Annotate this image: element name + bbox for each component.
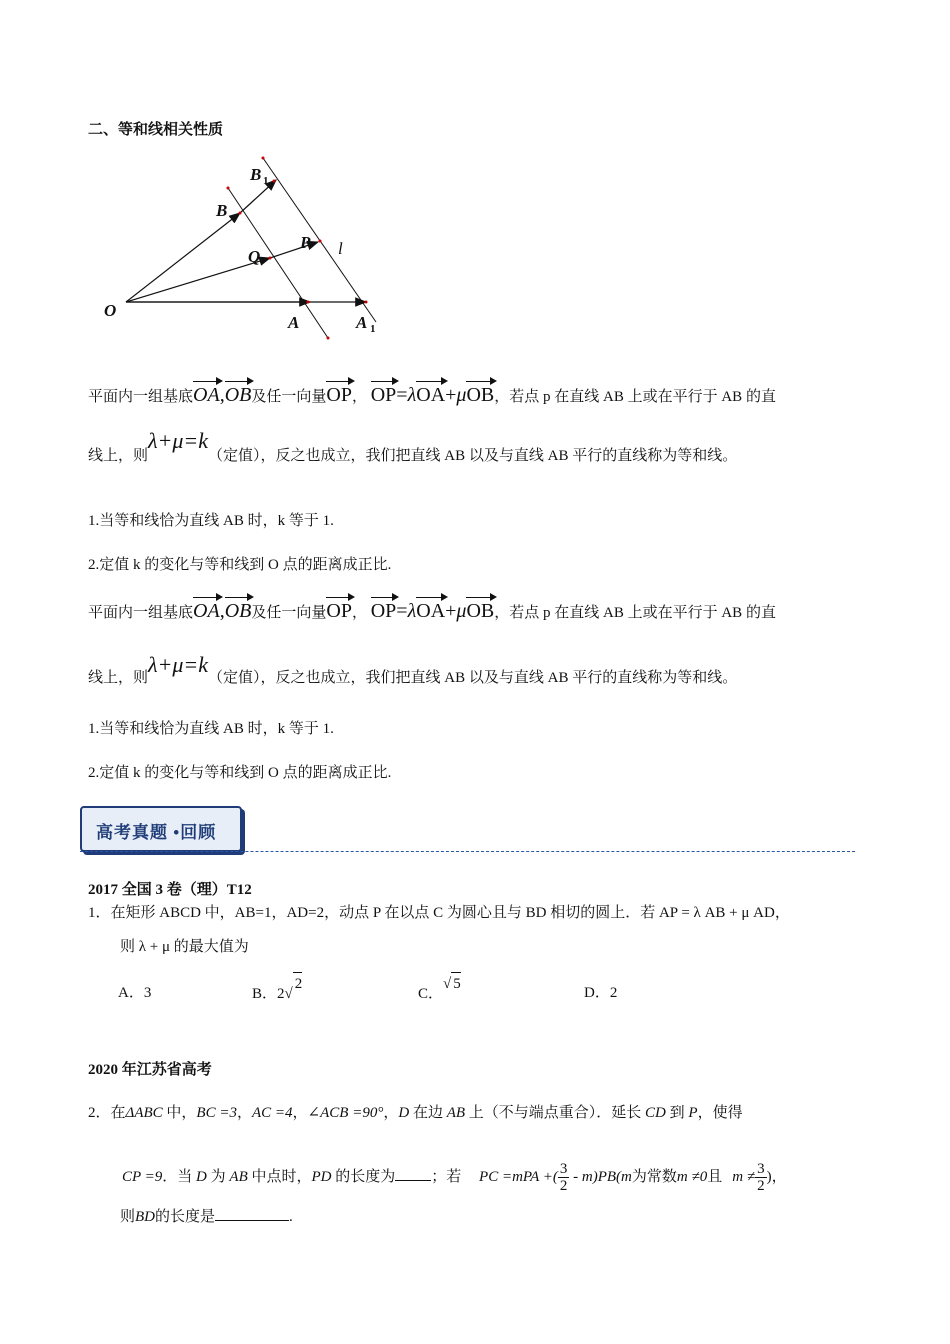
- q1-option-c: C．√ 5: [418, 982, 461, 1005]
- q2-line3: [120, 1206, 293, 1228]
- option-c-sqrt: 5: [451, 972, 461, 995]
- pc-expression: PC =mPA +(: [479, 1169, 558, 1185]
- sep: ，: [351, 389, 367, 405]
- cp-eq: CP =9: [122, 1169, 163, 1185]
- fraction-three-halves: [558, 1161, 570, 1194]
- point-p: P: [688, 1105, 698, 1121]
- equal-sum-line-figure: [88, 150, 398, 350]
- eq-op: OP: [370, 384, 397, 406]
- eq-mu: μ: [456, 384, 467, 406]
- q2-line3-post: 的长度是: [155, 1209, 216, 1225]
- vector-ob: [126, 213, 240, 302]
- para1-line1: [88, 384, 776, 408]
- frac-den: 2: [559, 1178, 568, 1195]
- section-title: 二、等和线相关性质: [88, 122, 224, 138]
- item2-repeat: 2.定值 k 的变化与等和线到 O 点的距离成正比.: [88, 765, 392, 781]
- label-a1: A: [356, 313, 368, 332]
- m-not-zero: m ≠0: [676, 1169, 708, 1185]
- q2-s2: ，: [292, 1105, 308, 1121]
- vector-op-text: OP: [326, 384, 352, 406]
- vector-op-text: OP: [326, 600, 352, 622]
- q1-stem: 1．在矩形 ABCD 中，AB=1，AD=2，动点 P 在以点 C 为圆心且与 BD 相切的圆上．若 AP = λ AB + μ AD，: [88, 905, 790, 921]
- q2-s1: ，: [236, 1105, 252, 1121]
- q1-stem2: 则 λ + μ 的最大值为: [120, 939, 249, 955]
- q2-line1: [88, 1102, 743, 1124]
- label-o: O: [104, 301, 117, 320]
- para1-text: 平面内一组基底: [88, 605, 194, 621]
- comma: ,: [219, 384, 225, 406]
- point-d: D: [196, 1169, 207, 1185]
- para1-line2-pre: 线上，则: [88, 670, 149, 686]
- option-d-label: D．2: [584, 985, 618, 1001]
- lambda-mu-k: λ+μ=k: [148, 652, 209, 677]
- label-b: B: [216, 201, 228, 220]
- vector-bb1: [240, 180, 276, 213]
- label-a1-sub: 1: [370, 323, 376, 335]
- m-not-three-halves: m ≠: [732, 1169, 756, 1185]
- and-any-text: 及任一向量: [251, 605, 327, 621]
- q2-t7: 且: [707, 1169, 723, 1185]
- option-b-sqrt: 2: [293, 972, 303, 995]
- frac2-num: 3: [757, 1161, 765, 1178]
- vector-oa-text: OA: [193, 384, 220, 406]
- point-d: D: [398, 1105, 410, 1121]
- para1-line2-pre: 线上，则: [88, 448, 149, 464]
- label-b1: B: [250, 165, 262, 184]
- para1-repeat-line2: [88, 652, 738, 689]
- segment-ab: AB: [446, 1105, 466, 1121]
- q2-line2: [122, 1160, 787, 1194]
- para1-text: 平面内一组基底: [88, 389, 194, 405]
- q2-pre: 2．在: [88, 1105, 126, 1121]
- q2-t3: 中点时，: [247, 1169, 312, 1185]
- q2-mid2: 在边: [409, 1105, 447, 1121]
- review-banner-label: 高考真题 •回顾: [96, 823, 217, 842]
- vector-ob-text: OB: [224, 384, 252, 406]
- q1-option-a: [118, 982, 151, 1004]
- eq-ob: OB: [466, 600, 495, 622]
- eq-lambda: λ: [407, 384, 417, 406]
- vector-equation: [371, 384, 495, 406]
- comma: ,: [219, 600, 225, 622]
- q2-t2: 为: [206, 1169, 230, 1185]
- vector-qp: [270, 242, 318, 258]
- q2-t1: ．当: [162, 1169, 197, 1185]
- q1-option-b: B．2√2: [252, 982, 302, 1005]
- eq-sign: =: [396, 600, 408, 622]
- vector-oa-text: OA: [193, 600, 220, 622]
- bc-eq: BC =3: [196, 1105, 237, 1121]
- eq-op: OP: [370, 600, 397, 622]
- and-any-text: 及任一向量: [251, 389, 327, 405]
- angle-acb: ∠ACB =90°: [307, 1105, 384, 1121]
- q2-t4: 的长度为: [331, 1169, 396, 1185]
- eq-plus: +: [445, 600, 457, 622]
- q2-mid1: 中，: [162, 1105, 197, 1121]
- q2-end: ，使得: [697, 1105, 743, 1121]
- pc-expression-2: - m)PB(m: [569, 1169, 632, 1185]
- label-a: A: [288, 313, 300, 332]
- frac2-den: 2: [757, 1178, 765, 1195]
- q2-t6: 为常数: [631, 1169, 677, 1185]
- eq-mu: μ: [456, 600, 467, 622]
- item1-repeat: 1.当等和线恰为直线 AB 时，k 等于 1.: [88, 721, 334, 737]
- q2-s3: ，: [383, 1105, 399, 1121]
- eq-oa: OA: [416, 600, 446, 622]
- para1-post: ，若点 p 在直线 AB 上或在平行于 AB 的直: [494, 605, 776, 621]
- vector-equation: [371, 600, 495, 622]
- triangle-abc: ΔABC: [125, 1105, 163, 1121]
- dashed-divider: [80, 851, 855, 852]
- frac-num: 3: [559, 1161, 568, 1178]
- para1-line2: [88, 428, 738, 467]
- sep: ，: [351, 605, 367, 621]
- eq-sign: =: [396, 384, 408, 406]
- eq-ob: OB: [466, 384, 495, 406]
- segment-cd: CD: [645, 1105, 666, 1121]
- eq-plus: +: [445, 384, 457, 406]
- close-paren: ): [766, 1169, 772, 1185]
- segment-ab: AB: [229, 1169, 248, 1185]
- option-a-label: A．3: [118, 985, 152, 1001]
- q1-source: 2017 全国 3 卷（理）T12: [88, 882, 252, 898]
- fraction-three-halves-2: [755, 1161, 767, 1194]
- eq-oa: OA: [416, 384, 446, 406]
- item1: 1.当等和线恰为直线 AB 时，k 等于 1.: [88, 513, 334, 529]
- label-p: P: [300, 233, 311, 252]
- q2-mid3: 上（不与端点重合）．延长: [465, 1105, 646, 1121]
- label-b1-sub: 1: [263, 175, 269, 187]
- vector-ob-text: OB: [224, 600, 252, 622]
- q2-line2-end: ，: [771, 1169, 787, 1185]
- option-c-label: C．: [418, 986, 444, 1002]
- q2-line3-pre: 则: [120, 1209, 136, 1225]
- answer-blank-1[interactable]: [395, 1180, 431, 1181]
- q2-mid4: 到: [665, 1105, 689, 1121]
- para1-post: ，若点 p 在直线 AB 上或在平行于 AB 的直: [494, 389, 776, 405]
- para1-line2-post: （定值），反之也成立，我们把直线 AB 以及与直线 AB 平行的直线称为等和线。: [208, 448, 738, 464]
- q2-t5: ；若: [431, 1169, 462, 1185]
- q2-line3-end: .: [289, 1209, 293, 1225]
- para1-line2-post: （定值），反之也成立，我们把直线 AB 以及与直线 AB 平行的直线称为等和线。: [208, 670, 738, 686]
- segment-bd: BD: [135, 1209, 156, 1225]
- q1-option-d: [584, 982, 617, 1004]
- eq-lambda: λ: [407, 600, 417, 622]
- label-q: Q: [248, 247, 261, 266]
- lambda-mu-k: λ+μ=k: [148, 428, 209, 453]
- label-l: l: [338, 239, 343, 258]
- ac-eq: AC =4: [251, 1105, 293, 1121]
- segment-pd: PD: [311, 1169, 332, 1185]
- answer-blank-2[interactable]: [215, 1220, 289, 1221]
- para1-repeat-line1: [88, 600, 776, 624]
- option-b-label: B．2: [252, 986, 285, 1002]
- item2: 2.定值 k 的变化与等和线到 O 点的距离成正比.: [88, 557, 392, 573]
- q2-source: 2020 年江苏省高考: [88, 1062, 212, 1078]
